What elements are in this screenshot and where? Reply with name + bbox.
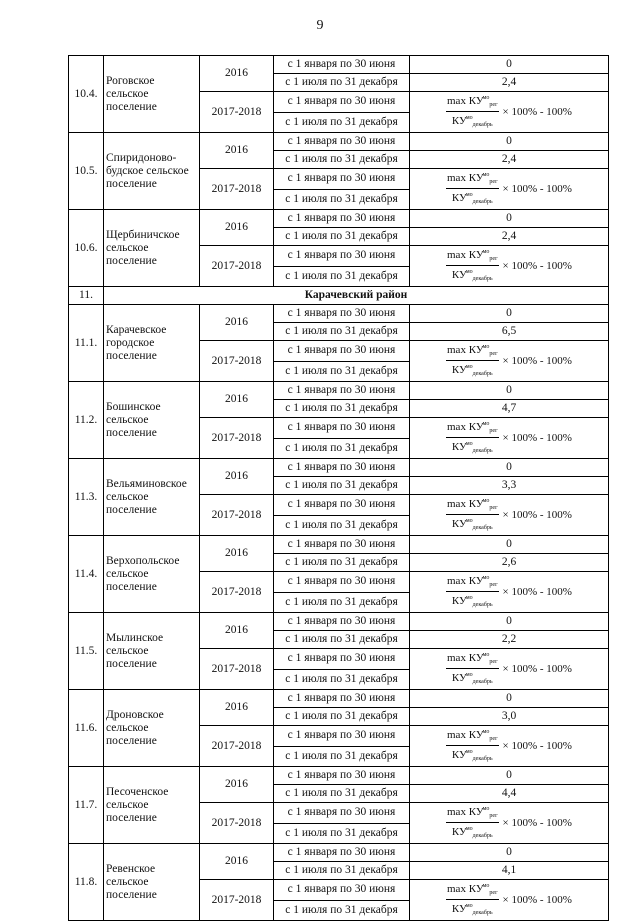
table-body [69, 56, 609, 921]
formula-sup: мо [482, 249, 490, 255]
formula-cell [410, 803, 609, 844]
period-second-half: с 1 июля по 31 декабря [274, 592, 410, 613]
period-second-half: с 1 июля по 31 декабря [274, 785, 410, 803]
formula-cell [410, 649, 609, 690]
formula-tail: × 100% - 100% [502, 259, 572, 272]
formula-max: max [447, 575, 466, 587]
period-first-half: с 1 января по 30 июня [274, 382, 410, 400]
table-row [69, 536, 609, 554]
formula-sub-reg: рег [489, 890, 498, 896]
growth-formula [446, 880, 572, 920]
formula-fraction [446, 572, 499, 612]
value-second-half: 4,7 [410, 400, 609, 418]
formula-sup: мо [465, 595, 473, 601]
year-2016: 2016 [200, 844, 274, 880]
formula-sup: мо [482, 806, 490, 812]
formula-denominator [452, 900, 493, 920]
period-first-half: с 1 января по 30 июня [274, 305, 410, 323]
year-2017-2018: 2017-2018 [200, 92, 274, 133]
formula-fraction [446, 495, 499, 535]
value-second-half: 6,5 [410, 323, 609, 341]
table-row [69, 210, 609, 228]
growth-formula [446, 341, 572, 381]
formula-sup: мо [482, 575, 490, 581]
period-second-half: с 1 июля по 31 декабря [274, 361, 410, 382]
period-second-half: с 1 июля по 31 декабря [274, 151, 410, 169]
formula-fraction [446, 92, 499, 132]
value-first-half: 0 [410, 459, 609, 477]
formula-sup: мо [482, 421, 490, 427]
value-first-half: 0 [410, 613, 609, 631]
formula-denominator [452, 361, 493, 381]
formula-ku: КУ [468, 729, 484, 741]
value-first-half: 0 [410, 382, 609, 400]
value-first-half: 0 [410, 690, 609, 708]
formula-max: max [447, 344, 466, 356]
period-second-half: с 1 июля по 31 декабря [274, 708, 410, 726]
formula-fraction [446, 803, 499, 843]
formula-sup: мо [482, 172, 490, 178]
formula-denominator [452, 112, 493, 132]
table-row [69, 305, 609, 323]
formula-sup: мо [465, 518, 473, 524]
formula-denominator [452, 515, 493, 535]
formula-ku: КУ [468, 498, 484, 510]
formula-sup: мо [482, 498, 490, 504]
year-2017-2018: 2017-2018 [200, 572, 274, 613]
period-second-half: с 1 июля по 31 декабря [274, 189, 410, 210]
period-second-half: с 1 июля по 31 декабря [274, 515, 410, 536]
formula-sub-dec: декабрь [472, 122, 493, 128]
formula-ku: КУ [451, 269, 467, 281]
formula-numerator [446, 169, 499, 189]
settlement-number: 11.5. [69, 613, 104, 690]
formula-tail: × 100% - 100% [502, 182, 572, 195]
formula-numerator [446, 649, 499, 669]
formula-fraction [446, 649, 499, 689]
year-2016: 2016 [200, 459, 274, 495]
formula-numerator [446, 418, 499, 438]
formula-max: max [447, 172, 466, 184]
period-first-half: с 1 января по 30 июня [274, 649, 410, 670]
formula-fraction [446, 726, 499, 766]
value-second-half: 2,4 [410, 74, 609, 92]
formula-ku: КУ [451, 441, 467, 453]
period-first-half: с 1 января по 30 июня [274, 418, 410, 439]
formula-max: max [447, 95, 466, 107]
formula-sup: мо [465, 192, 473, 198]
table-row [69, 767, 609, 785]
formula-fraction [446, 880, 499, 920]
formula-max: max [447, 806, 466, 818]
growth-formula [446, 649, 572, 689]
formula-sup: мо [465, 115, 473, 121]
period-second-half: с 1 июля по 31 декабря [274, 631, 410, 649]
formula-cell [410, 246, 609, 287]
value-first-half: 0 [410, 133, 609, 151]
formula-denominator [452, 669, 493, 689]
formula-sub-reg: рег [489, 813, 498, 819]
period-second-half: с 1 июля по 31 декабря [274, 266, 410, 287]
formula-ku: КУ [468, 652, 484, 664]
year-2017-2018: 2017-2018 [200, 418, 274, 459]
value-second-half: 2,4 [410, 151, 609, 169]
formula-tail: × 100% - 100% [502, 354, 572, 367]
formula-sub-dec: декабрь [472, 199, 493, 205]
formula-max: max [447, 883, 466, 895]
period-first-half: с 1 января по 30 июня [274, 246, 410, 267]
formula-sup: мо [482, 344, 490, 350]
year-2017-2018: 2017-2018 [200, 649, 274, 690]
formula-sub-reg: рег [489, 428, 498, 434]
formula-cell [410, 495, 609, 536]
year-2016: 2016 [200, 210, 274, 246]
period-second-half: с 1 июля по 31 декабря [274, 554, 410, 572]
formula-sub-reg: рег [489, 736, 498, 742]
period-first-half: с 1 января по 30 июня [274, 495, 410, 516]
formula-sup: мо [465, 903, 473, 909]
year-2016: 2016 [200, 382, 274, 418]
value-first-half: 0 [410, 767, 609, 785]
year-2016: 2016 [200, 133, 274, 169]
formula-ku: КУ [468, 249, 484, 261]
year-2017-2018: 2017-2018 [200, 880, 274, 921]
formula-denominator [452, 189, 493, 209]
formula-tail: × 100% - 100% [502, 739, 572, 752]
formula-sup: мо [465, 826, 473, 832]
formula-ku: КУ [451, 192, 467, 204]
settlement-number: 11.8. [69, 844, 104, 921]
district-row [69, 287, 609, 305]
formula-sub-dec: декабрь [472, 525, 493, 531]
period-first-half: с 1 января по 30 июня [274, 767, 410, 785]
period-second-half: с 1 июля по 31 декабря [274, 669, 410, 690]
formula-denominator [452, 823, 493, 843]
growth-formula [446, 169, 572, 209]
period-first-half: с 1 января по 30 июня [274, 844, 410, 862]
year-2016: 2016 [200, 690, 274, 726]
table-row [69, 56, 609, 74]
year-2017-2018: 2017-2018 [200, 495, 274, 536]
period-first-half: с 1 января по 30 июня [274, 133, 410, 151]
growth-formula [446, 418, 572, 458]
formula-max: max [447, 498, 466, 510]
settlement-name: Мылинское сельское поселение [104, 613, 200, 690]
period-first-half: с 1 января по 30 июня [274, 341, 410, 362]
value-second-half: 3,3 [410, 477, 609, 495]
formula-fraction [446, 169, 499, 209]
settlement-number: 11.2. [69, 382, 104, 459]
growth-formula [446, 803, 572, 843]
value-first-half: 0 [410, 844, 609, 862]
settlement-number: 10.4. [69, 56, 104, 133]
formula-ku: КУ [468, 575, 484, 587]
period-second-half: с 1 июля по 31 декабря [274, 438, 410, 459]
formula-denominator [452, 438, 493, 458]
formula-ku: КУ [451, 115, 467, 127]
formula-sub-dec: декабрь [472, 602, 493, 608]
value-first-half: 0 [410, 305, 609, 323]
value-second-half: 2,4 [410, 228, 609, 246]
formula-tail: × 100% - 100% [502, 105, 572, 118]
growth-formula [446, 726, 572, 766]
period-first-half: с 1 января по 30 июня [274, 803, 410, 824]
year-2017-2018: 2017-2018 [200, 246, 274, 287]
formula-numerator [446, 803, 499, 823]
settlement-name: Бошинское сельское поселение [104, 382, 200, 459]
formula-sub-reg: рег [489, 582, 498, 588]
formula-sub-reg: рег [489, 102, 498, 108]
formula-tail: × 100% - 100% [502, 585, 572, 598]
settlement-name: Песоченское сельское поселение [104, 767, 200, 844]
period-second-half: с 1 июля по 31 декабря [274, 112, 410, 133]
formula-ku: КУ [468, 421, 484, 433]
formula-numerator [446, 92, 499, 112]
formula-sup: мо [482, 729, 490, 735]
table-row [69, 690, 609, 708]
formula-ku: КУ [451, 364, 467, 376]
formula-sup: мо [482, 95, 490, 101]
settlement-number: 11.3. [69, 459, 104, 536]
formula-numerator [446, 880, 499, 900]
period-second-half: с 1 июля по 31 декабря [274, 823, 410, 844]
formula-tail: × 100% - 100% [502, 893, 572, 906]
formula-sub-reg: рег [489, 505, 498, 511]
period-first-half: с 1 января по 30 июня [274, 613, 410, 631]
value-second-half: 4,1 [410, 862, 609, 880]
settlement-name: Щербиничское сельское поселение [104, 210, 200, 287]
period-first-half: с 1 января по 30 июня [274, 210, 410, 228]
formula-sub-dec: декабрь [472, 679, 493, 685]
settlement-name: Вельяминовское сельское поселение [104, 459, 200, 536]
value-second-half: 3,0 [410, 708, 609, 726]
formula-ku: КУ [451, 749, 467, 761]
formula-sub-dec: декабрь [472, 448, 493, 454]
year-2016: 2016 [200, 613, 274, 649]
formula-max: max [447, 652, 466, 664]
period-second-half: с 1 июля по 31 декабря [274, 900, 410, 921]
formula-sup: мо [465, 441, 473, 447]
period-second-half: с 1 июля по 31 декабря [274, 400, 410, 418]
formula-max: max [447, 729, 466, 741]
formula-fraction [446, 341, 499, 381]
period-second-half: с 1 июля по 31 декабря [274, 862, 410, 880]
formula-numerator [446, 726, 499, 746]
formula-denominator [452, 592, 493, 612]
year-2016: 2016 [200, 305, 274, 341]
formula-fraction [446, 418, 499, 458]
settlement-name: Карачевское городское поселение [104, 305, 200, 382]
district-number: 11. [69, 287, 104, 305]
value-first-half: 0 [410, 210, 609, 228]
growth-formula [446, 495, 572, 535]
formula-sub-dec: декабрь [472, 756, 493, 762]
year-2016: 2016 [200, 536, 274, 572]
formula-cell [410, 92, 609, 133]
district-title: Карачевский район [104, 287, 609, 305]
formula-tail: × 100% - 100% [502, 662, 572, 675]
value-first-half: 0 [410, 536, 609, 554]
year-2016: 2016 [200, 56, 274, 92]
value-second-half: 2,2 [410, 631, 609, 649]
settlement-number: 10.6. [69, 210, 104, 287]
formula-ku: КУ [451, 518, 467, 530]
formula-tail: × 100% - 100% [502, 508, 572, 521]
value-second-half: 2,6 [410, 554, 609, 572]
formula-numerator [446, 572, 499, 592]
formula-sup: мо [465, 364, 473, 370]
formula-tail: × 100% - 100% [502, 431, 572, 444]
formula-sub-reg: рег [489, 659, 498, 665]
year-2017-2018: 2017-2018 [200, 726, 274, 767]
settlement-name: Роговское сельское поселение [104, 56, 200, 133]
formula-ku: КУ [468, 883, 484, 895]
settlement-number: 11.7. [69, 767, 104, 844]
formula-ku: КУ [451, 826, 467, 838]
formula-denominator [452, 266, 493, 286]
formula-numerator [446, 246, 499, 266]
formula-cell [410, 572, 609, 613]
formula-max: max [447, 421, 466, 433]
period-first-half: с 1 января по 30 июня [274, 536, 410, 554]
value-first-half: 0 [410, 56, 609, 74]
year-2017-2018: 2017-2018 [200, 341, 274, 382]
tariff-table [68, 55, 609, 921]
formula-max: max [447, 249, 466, 261]
formula-sub-dec: декабрь [472, 833, 493, 839]
formula-ku: КУ [451, 595, 467, 607]
settlement-number: 10.5. [69, 133, 104, 210]
year-2017-2018: 2017-2018 [200, 169, 274, 210]
settlement-name: Верхопольское сельское поселение [104, 536, 200, 613]
formula-sub-dec: декабрь [472, 910, 493, 916]
table-row [69, 133, 609, 151]
table-row [69, 613, 609, 631]
period-first-half: с 1 января по 30 июня [274, 880, 410, 901]
formula-ku: КУ [468, 172, 484, 184]
period-first-half: с 1 января по 30 июня [274, 459, 410, 477]
period-first-half: с 1 января по 30 июня [274, 56, 410, 74]
formula-sub-dec: декабрь [472, 276, 493, 282]
growth-formula [446, 246, 572, 286]
table-row [69, 382, 609, 400]
formula-sub-reg: рег [489, 351, 498, 357]
formula-sub-reg: рег [489, 179, 498, 185]
formula-sup: мо [465, 269, 473, 275]
settlement-number: 11.6. [69, 690, 104, 767]
period-first-half: с 1 января по 30 июня [274, 690, 410, 708]
formula-sup: мо [465, 672, 473, 678]
year-2017-2018: 2017-2018 [200, 803, 274, 844]
period-second-half: с 1 июля по 31 декабря [274, 228, 410, 246]
formula-ku: КУ [468, 806, 484, 818]
formula-denominator [452, 746, 493, 766]
table-row [69, 844, 609, 862]
formula-numerator [446, 495, 499, 515]
growth-formula [446, 92, 572, 132]
page-number: 9 [316, 18, 324, 33]
formula-cell [410, 418, 609, 459]
formula-ku: КУ [451, 903, 467, 915]
formula-sup: мо [482, 652, 490, 658]
period-second-half: с 1 июля по 31 декабря [274, 323, 410, 341]
formula-tail: × 100% - 100% [502, 816, 572, 829]
growth-formula [446, 572, 572, 612]
formula-numerator [446, 341, 499, 361]
table-row [69, 459, 609, 477]
formula-ku: КУ [468, 344, 484, 356]
formula-sup: мо [465, 749, 473, 755]
formula-sup: мо [482, 883, 490, 889]
settlement-name: Ревенское сельское поселение [104, 844, 200, 921]
value-second-half: 4,4 [410, 785, 609, 803]
period-first-half: с 1 января по 30 июня [274, 726, 410, 747]
period-second-half: с 1 июля по 31 декабря [274, 746, 410, 767]
formula-sub-dec: декабрь [472, 371, 493, 377]
formula-ku: КУ [468, 95, 484, 107]
formula-sub-reg: рег [489, 256, 498, 262]
period-first-half: с 1 января по 30 июня [274, 92, 410, 113]
formula-ku: КУ [451, 672, 467, 684]
formula-cell [410, 726, 609, 767]
formula-cell [410, 880, 609, 921]
formula-cell [410, 341, 609, 382]
settlement-name: Дроновское сельское поселение [104, 690, 200, 767]
formula-cell [410, 169, 609, 210]
year-2016: 2016 [200, 767, 274, 803]
settlement-name: Спиридоново-будское сельское поселение [104, 133, 200, 210]
period-second-half: с 1 июля по 31 декабря [274, 477, 410, 495]
settlement-number: 11.1. [69, 305, 104, 382]
period-first-half: с 1 января по 30 июня [274, 169, 410, 190]
period-second-half: с 1 июля по 31 декабря [274, 74, 410, 92]
formula-fraction [446, 246, 499, 286]
settlement-number: 11.4. [69, 536, 104, 613]
period-first-half: с 1 января по 30 июня [274, 572, 410, 593]
